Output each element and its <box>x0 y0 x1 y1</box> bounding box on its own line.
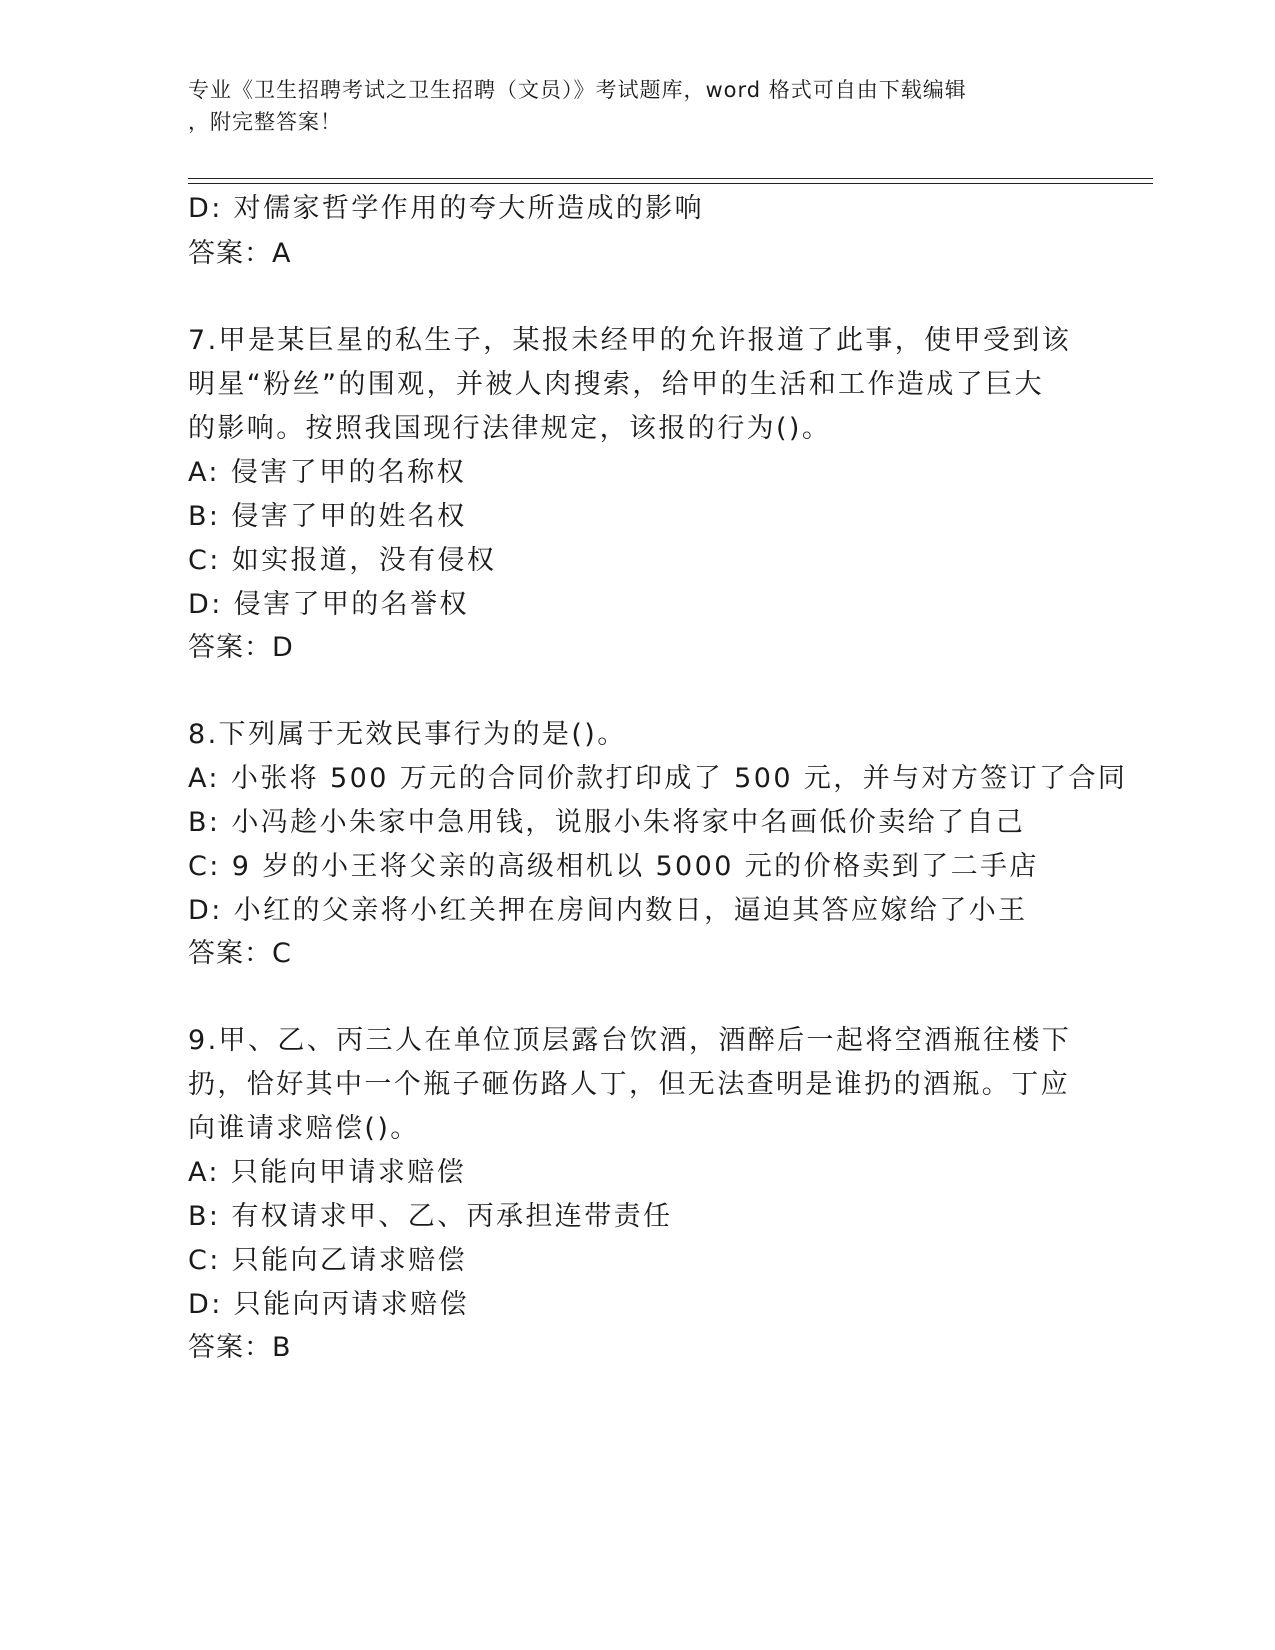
option-d: D: 小红的父亲将小红关押在房间内数日，逼迫其答应嫁给了小王 <box>188 895 1028 926</box>
option-c: C: 只能向乙请求赔偿 <box>188 1245 467 1276</box>
question-stem-line: 9.甲、乙、丙三人在单位顶层露台饮酒，酒醉后一起将空酒瓶往楼下 <box>188 1025 1072 1056</box>
option-b: B: 侵害了甲的姓名权 <box>188 501 467 532</box>
question-stem-line: 7.甲是某巨星的私生子，某报未经甲的允许报道了此事，使甲受到该 <box>188 325 1072 356</box>
option-c: C: 9 岁的小王将父亲的高级相机以 5000 元的价格卖到了二手店 <box>188 851 1039 882</box>
answer-line: 答案：D <box>188 632 294 663</box>
question-stem-line: 扔，恰好其中一个瓶子砸伤路人丁，但无法查明是谁扔的酒瓶。丁应 <box>188 1069 1070 1100</box>
header-divider-bottom <box>188 183 1153 184</box>
option-b: B: 小冯趁小朱家中急用钱，说服小朱将家中名画低价卖给了自己 <box>188 807 1026 838</box>
answer-line: 答案：B <box>188 1332 292 1363</box>
question-stem-line: 的影响。按照我国现行法律规定，该报的行为()。 <box>188 413 832 444</box>
document-header <box>188 74 1068 138</box>
option-a: A: 侵害了甲的名称权 <box>188 457 467 488</box>
header-line-1: 专业《卫生招聘考试之卫生招聘（文员）》考试题库，word 格式可自由下载编辑 <box>188 78 967 102</box>
option-a: A: 小张将 500 万元的合同价款打印成了 500 元，并与对方签订了合同 <box>188 763 1128 794</box>
question-stem-line: 8.下列属于无效民事行为的是()。 <box>188 719 627 750</box>
header-line-2: ，附完整答案！ <box>188 110 342 134</box>
option-c: C: 如实报道，没有侵权 <box>188 545 497 576</box>
question-stem-line: 向谁请求赔偿()。 <box>188 1113 420 1144</box>
answer-line: 答案：C <box>188 938 292 969</box>
option-d: D: 侵害了甲的名誉权 <box>188 589 469 620</box>
carryover-option-d: D: 对儒家哲学作用的夸大所造成的影响 <box>188 193 705 224</box>
question-stem-line: 明星“粉丝”的围观，并被人肉搜索，给甲的生活和工作造成了巨大 <box>188 369 1044 400</box>
header-divider-top <box>188 178 1153 179</box>
option-a: A: 只能向甲请求赔偿 <box>188 1157 467 1188</box>
carryover-answer: 答案：A <box>188 238 292 269</box>
option-b: B: 有权请求甲、乙、丙承担连带责任 <box>188 1201 673 1232</box>
option-d: D: 只能向丙请求赔偿 <box>188 1289 469 1320</box>
